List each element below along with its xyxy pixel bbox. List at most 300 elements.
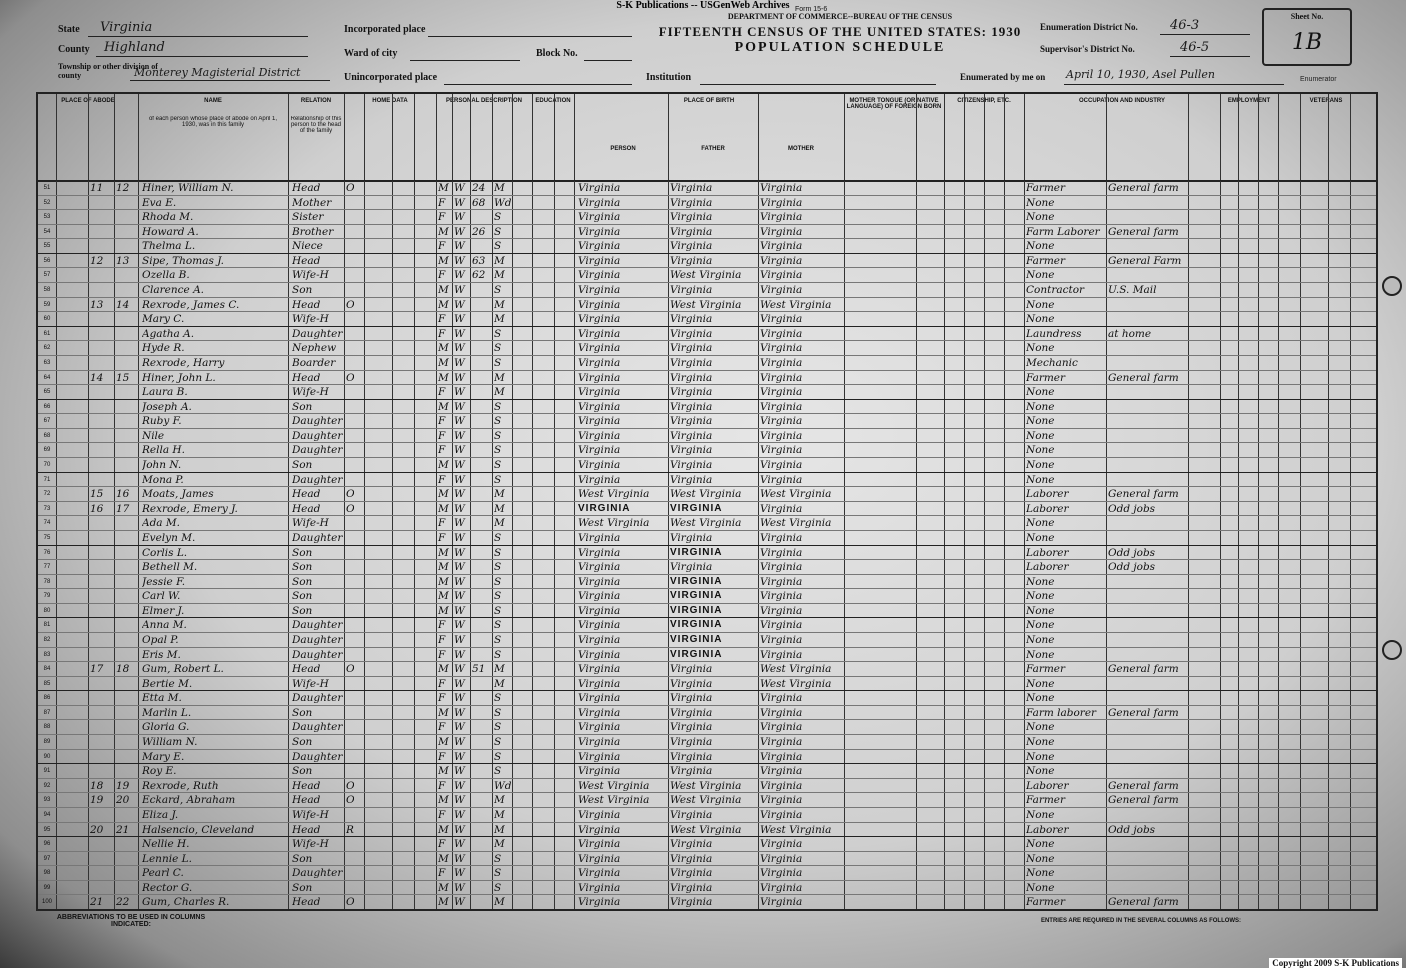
race: W — [454, 400, 465, 413]
birthplace-person: Virginia — [578, 196, 621, 209]
binding-hole-bottom — [1382, 640, 1402, 660]
birthplace-mother: Virginia — [760, 327, 803, 340]
marital-status: S — [494, 240, 502, 253]
birthplace-mother: Virginia — [760, 429, 803, 442]
sex: F — [438, 779, 446, 792]
marital-status: M — [494, 517, 505, 530]
line-number: 89 — [43, 739, 51, 746]
table-row — [38, 501, 1376, 517]
sex: F — [438, 517, 446, 530]
birthplace-mother: Virginia — [760, 881, 803, 894]
supervisor-line — [1170, 56, 1250, 57]
race: W — [454, 356, 465, 369]
table-row — [38, 836, 1376, 852]
marital-status: M — [494, 488, 505, 501]
state-label: State — [58, 24, 80, 35]
table-row — [38, 603, 1376, 619]
table-body — [38, 180, 1376, 909]
relation: Daughter — [292, 429, 343, 442]
marital-status: S — [494, 692, 502, 705]
birthplace-mother: Virginia — [760, 386, 803, 399]
marital-status: M — [494, 371, 505, 384]
entries-note: ENTRIES ARE REQUIRED IN THE SEVERAL COLUMNS AS FOLLOWS: — [1040, 918, 1242, 924]
sex: M — [438, 488, 449, 501]
person-name: Gum, Charles R. — [142, 896, 230, 909]
county-value: Highland — [104, 40, 165, 55]
relation: Son — [292, 852, 313, 865]
marital-status: S — [494, 852, 502, 865]
line-number: 51 — [43, 185, 51, 191]
sex: F — [438, 692, 446, 705]
marital-status: S — [494, 561, 502, 574]
birthplace-person: Virginia — [578, 706, 621, 719]
line-number: 97 — [43, 855, 51, 862]
marital-status: M — [494, 386, 505, 399]
table-row — [38, 428, 1376, 444]
home-tenure: O — [346, 371, 355, 384]
home-tenure: O — [346, 502, 355, 515]
line-number: 71 — [43, 476, 51, 483]
person-name: Rexrode, Ruth — [142, 779, 219, 792]
schedule-title: POPULATION SCHEDULE — [734, 40, 946, 55]
birthplace-person: Virginia — [578, 808, 621, 821]
marital-status: S — [494, 284, 502, 297]
sex: M — [438, 881, 449, 894]
race: W — [454, 386, 465, 399]
birthplace-person: Virginia — [578, 736, 621, 749]
relation: Daughter — [292, 473, 343, 486]
relation: Mother — [292, 196, 332, 209]
occupation: None — [1026, 736, 1055, 749]
relation: Niece — [292, 240, 323, 253]
person-name: Thelma L. — [142, 240, 196, 253]
birthplace-father: Virginia — [670, 444, 713, 457]
birthplace-person: Virginia — [578, 298, 621, 311]
group-name: NAME — [204, 98, 222, 104]
birthplace-father: Virginia — [670, 808, 713, 821]
home-tenure: O — [346, 298, 355, 311]
occupation: None — [1026, 881, 1055, 894]
age: 51 — [472, 663, 486, 676]
dwelling-number: 17 — [90, 663, 104, 676]
marital-status: S — [494, 225, 502, 238]
relation: Daughter — [292, 619, 343, 632]
occupation: None — [1026, 867, 1055, 880]
race: W — [454, 240, 465, 253]
relation: Daughter — [292, 648, 343, 661]
marital-status: M — [494, 182, 505, 194]
person-name: Rexrode, Emery J. — [142, 502, 238, 515]
birthplace-person: Virginia — [578, 386, 621, 399]
table-row — [38, 822, 1376, 838]
unincorporated-label: Unincorporated place — [344, 72, 438, 83]
birthplace-mother: Virginia — [760, 692, 803, 705]
race: W — [454, 196, 465, 209]
birthplace-mother: Virginia — [760, 838, 803, 851]
relation: Head — [292, 896, 321, 909]
sex: F — [438, 648, 446, 661]
birthplace-mother: Virginia — [760, 575, 803, 588]
occupation: None — [1026, 400, 1055, 413]
occupation: Farmer — [1026, 794, 1066, 807]
birthplace-person: Virginia — [578, 881, 621, 894]
industry: Odd jobs — [1108, 561, 1156, 574]
birthplace-father: Virginia — [670, 838, 713, 851]
relation: Head — [292, 779, 321, 792]
birthplace-father: VIRGINIA — [670, 590, 723, 602]
race: W — [454, 313, 465, 326]
line-number: 56 — [43, 257, 51, 264]
birthplace-mother: West Virginia — [760, 298, 832, 311]
block-line — [584, 60, 632, 61]
home-tenure: O — [346, 488, 355, 501]
census-table — [36, 92, 1378, 911]
birthplace-mother: Virginia — [760, 750, 803, 763]
race: W — [454, 284, 465, 297]
person-name: Marlin L. — [142, 706, 192, 719]
marital-status: M — [494, 896, 505, 909]
table-row — [38, 195, 1376, 211]
sex: F — [438, 196, 446, 209]
birthplace-father: VIRGINIA — [670, 619, 723, 631]
line-number: 94 — [43, 811, 51, 818]
marital-status: M — [494, 254, 505, 267]
name-note: of each person whose place of abode on April 1, 1930, was in this family — [148, 116, 278, 128]
person-name: Lennie L. — [142, 852, 192, 865]
occupation: Farm laborer — [1026, 706, 1097, 719]
relation: Son — [292, 590, 313, 603]
sex: F — [438, 473, 446, 486]
sex: M — [438, 371, 449, 384]
birthplace-person: Virginia — [578, 633, 621, 646]
relation: Son — [292, 459, 313, 472]
person-name: Gum, Robert L. — [142, 663, 224, 676]
binding-hole-top — [1382, 276, 1402, 296]
race: W — [454, 867, 465, 880]
table-row — [38, 778, 1376, 794]
race: W — [454, 663, 465, 676]
birthplace-father: VIRGINIA — [670, 546, 723, 558]
sex: M — [438, 823, 449, 836]
sex: M — [438, 298, 449, 311]
birthplace-person: Virginia — [578, 867, 621, 880]
table-row — [38, 267, 1376, 283]
line-number: 80 — [43, 607, 51, 614]
occupation: None — [1026, 838, 1055, 851]
occupation: None — [1026, 459, 1055, 472]
occupation: None — [1026, 648, 1055, 661]
birthplace-person: Virginia — [578, 663, 621, 676]
birthplace-mother: Virginia — [760, 648, 803, 661]
birthplace-mother: Virginia — [760, 182, 803, 194]
sex: M — [438, 356, 449, 369]
race: W — [454, 881, 465, 894]
race: W — [454, 211, 465, 224]
relation-note: Relationship of this person to the head of the family — [290, 116, 342, 134]
line-number: 59 — [43, 301, 51, 308]
table-row — [38, 763, 1376, 779]
line-number: 63 — [43, 359, 51, 366]
form-number: Form 15-6 — [795, 6, 828, 13]
marital-status: S — [494, 721, 502, 734]
table-row — [38, 647, 1376, 663]
group-personal-description: PERSONAL DESCRIPTION — [446, 98, 522, 104]
industry: General farm — [1108, 488, 1179, 501]
race: W — [454, 765, 465, 778]
sex: M — [438, 254, 449, 267]
table-row — [38, 224, 1376, 240]
birthplace-mother: Virginia — [760, 196, 803, 209]
birthplace-father: Virginia — [670, 415, 713, 428]
sex: M — [438, 590, 449, 603]
age: 62 — [472, 269, 486, 282]
sex: M — [438, 604, 449, 617]
birthplace-person: Virginia — [578, 356, 621, 369]
occupation: None — [1026, 619, 1055, 632]
birthplace-mother: Virginia — [760, 342, 803, 355]
birthplace-mother: Virginia — [760, 765, 803, 778]
relation: Boarder — [292, 356, 336, 369]
birthplace-person: Virginia — [578, 531, 621, 544]
person-name: Bethell M. — [142, 561, 198, 574]
birthplace-father: Virginia — [670, 182, 713, 194]
marital-status: S — [494, 546, 502, 559]
incorporated-line — [428, 36, 632, 37]
table-row — [38, 574, 1376, 590]
birthplace-father: VIRGINIA — [670, 604, 723, 616]
birthplace-father: Virginia — [670, 240, 713, 253]
birthplace-person: Virginia — [578, 313, 621, 326]
home-tenure: O — [346, 779, 355, 792]
marital-status: S — [494, 342, 502, 355]
marital-status: S — [494, 429, 502, 442]
occupation: None — [1026, 677, 1055, 690]
birthplace-mother: Virginia — [760, 721, 803, 734]
relation: Wife-H — [292, 386, 329, 399]
birthplace-person: Virginia — [578, 590, 621, 603]
family-number: 20 — [116, 794, 130, 807]
occupation: Farm Laborer — [1026, 225, 1100, 238]
birthplace-father: VIRGINIA — [670, 502, 723, 514]
birthplace-mother: Virginia — [760, 779, 803, 792]
person-name: Nellie H. — [142, 838, 190, 851]
family-number: 19 — [116, 779, 130, 792]
sex: F — [438, 750, 446, 763]
birthplace-person: Virginia — [578, 240, 621, 253]
birthplace-mother: Virginia — [760, 313, 803, 326]
race: W — [454, 561, 465, 574]
occupation: None — [1026, 765, 1055, 778]
sex: F — [438, 444, 446, 457]
birthplace-person: Virginia — [578, 692, 621, 705]
census-title: FIFTEENTH CENSUS OF THE UNITED STATES: 1930 — [658, 24, 1022, 39]
dwelling-number: 14 — [90, 371, 104, 384]
race: W — [454, 371, 465, 384]
line-number: 83 — [43, 651, 51, 658]
relation: Son — [292, 706, 313, 719]
birthplace-person: Virginia — [578, 444, 621, 457]
birthplace-mother: Virginia — [760, 240, 803, 253]
line-number: 95 — [43, 826, 51, 833]
relation: Daughter — [292, 692, 343, 705]
sex: F — [438, 415, 446, 428]
group-occupation: OCCUPATION AND INDUSTRY — [1079, 98, 1165, 104]
birthplace-father: Virginia — [670, 736, 713, 749]
birthplace-father: Virginia — [670, 225, 713, 238]
table-row — [38, 530, 1376, 546]
line-number: 53 — [43, 214, 51, 221]
line-number: 92 — [43, 782, 51, 789]
table-row — [38, 457, 1376, 473]
occupation: None — [1026, 342, 1055, 355]
birthplace-mother: Virginia — [760, 808, 803, 821]
line-number: 68 — [43, 432, 51, 439]
birthplace-person: Virginia — [578, 459, 621, 472]
birthplace-father: Virginia — [670, 342, 713, 355]
dwelling-number: 19 — [90, 794, 104, 807]
race: W — [454, 502, 465, 515]
person-name: Rector G. — [142, 881, 193, 894]
birthplace-person: Virginia — [578, 429, 621, 442]
birthplace-father: Virginia — [670, 852, 713, 865]
relation: Daughter — [292, 327, 343, 340]
family-number: 16 — [116, 488, 130, 501]
sex: M — [438, 459, 449, 472]
abbreviations-label: ABBREVIATIONS TO BE USED IN COLUMNS INDICATED: — [56, 914, 206, 928]
marital-status: S — [494, 459, 502, 472]
relation: Daughter — [292, 444, 343, 457]
occupation: Laborer — [1026, 823, 1069, 836]
sheet-number-value: 1B — [1291, 30, 1323, 55]
relation: Wife-H — [292, 838, 329, 851]
relation: Daughter — [292, 721, 343, 734]
birthplace-father: West Virginia — [670, 269, 742, 282]
marital-status: M — [494, 269, 505, 282]
birthplace-person: Virginia — [578, 677, 621, 690]
birthplace-person: Virginia — [578, 415, 621, 428]
sex: F — [438, 211, 446, 224]
family-number: 12 — [116, 182, 130, 194]
line-number: 88 — [43, 724, 51, 731]
state-line — [88, 36, 308, 37]
birthplace-father: Virginia — [670, 429, 713, 442]
race: W — [454, 706, 465, 719]
relation: Daughter — [292, 867, 343, 880]
birthplace-father: Virginia — [670, 254, 713, 267]
relation: Nephew — [292, 342, 337, 355]
relation: Sister — [292, 211, 324, 224]
occupation: None — [1026, 240, 1055, 253]
person-name: Eckard, Abraham — [142, 794, 236, 807]
occupation: None — [1026, 750, 1055, 763]
race: W — [454, 269, 465, 282]
industry: at home — [1108, 327, 1152, 340]
occupation: Mechanic — [1026, 356, 1078, 369]
ward-label: Ward of city — [344, 48, 398, 59]
home-tenure: O — [346, 896, 355, 909]
block-label: Block No. — [536, 48, 578, 59]
sex: M — [438, 400, 449, 413]
marital-status: S — [494, 867, 502, 880]
birthplace-mother: Virginia — [760, 415, 803, 428]
occupation: Laborer — [1026, 502, 1069, 515]
birthplace-person: Virginia — [578, 561, 621, 574]
line-number: 99 — [43, 884, 51, 891]
race: W — [454, 604, 465, 617]
race: W — [454, 808, 465, 821]
person-name: Ozella B. — [142, 269, 190, 282]
sex: F — [438, 838, 446, 851]
birthplace-mother: West Virginia — [760, 517, 832, 530]
table-row — [38, 442, 1376, 458]
table-row — [38, 734, 1376, 750]
person-name: Hiner, William N. — [142, 182, 234, 194]
table-row — [38, 486, 1376, 502]
occupation: Contractor — [1026, 284, 1085, 297]
line-number: 55 — [43, 243, 51, 250]
birth-person-head: PERSON — [610, 146, 636, 152]
race: W — [454, 575, 465, 588]
person-name: Howard A. — [142, 225, 199, 238]
marital-status: M — [494, 808, 505, 821]
family-number: 15 — [116, 371, 130, 384]
birthplace-father: Virginia — [670, 386, 713, 399]
group-education: EDUCATION — [535, 98, 571, 104]
relation: Daughter — [292, 633, 343, 646]
line-number: 57 — [43, 272, 51, 279]
table-header — [38, 94, 1376, 182]
race: W — [454, 590, 465, 603]
sex: F — [438, 429, 446, 442]
occupation: None — [1026, 429, 1055, 442]
occupation: None — [1026, 415, 1055, 428]
group-employment: EMPLOYMENT — [1227, 98, 1271, 104]
birthplace-father: Virginia — [670, 313, 713, 326]
race: W — [454, 342, 465, 355]
dwelling-number: 21 — [90, 896, 104, 909]
marital-status: S — [494, 633, 502, 646]
person-name: Eris M. — [142, 648, 181, 661]
line-number: 62 — [43, 345, 51, 352]
person-name: Rhoda M. — [142, 211, 194, 224]
birthplace-person: Virginia — [578, 371, 621, 384]
table-row — [38, 515, 1376, 531]
age: 26 — [472, 225, 486, 238]
table-row — [38, 311, 1376, 327]
unincorporated-line — [444, 84, 632, 85]
family-number: 13 — [116, 254, 130, 267]
person-name: John N. — [142, 459, 182, 472]
birthplace-mother: West Virginia — [760, 677, 832, 690]
marital-status: S — [494, 750, 502, 763]
relation: Son — [292, 284, 313, 297]
relation: Daughter — [292, 415, 343, 428]
enumerator-label: Enumerator — [1300, 76, 1337, 83]
table-row — [38, 355, 1376, 371]
line-number: 52 — [43, 199, 51, 206]
marital-status: S — [494, 619, 502, 632]
birthplace-mother: Virginia — [760, 633, 803, 646]
birthplace-person: West Virginia — [578, 517, 650, 530]
birthplace-mother: Virginia — [760, 225, 803, 238]
person-name: Joseph A. — [142, 400, 192, 413]
person-name: Etta M. — [142, 692, 182, 705]
occupation: None — [1026, 269, 1055, 282]
person-name: Mona P. — [142, 473, 184, 486]
age: 24 — [472, 182, 486, 194]
occupation: None — [1026, 386, 1055, 399]
line-number: 64 — [43, 374, 51, 381]
